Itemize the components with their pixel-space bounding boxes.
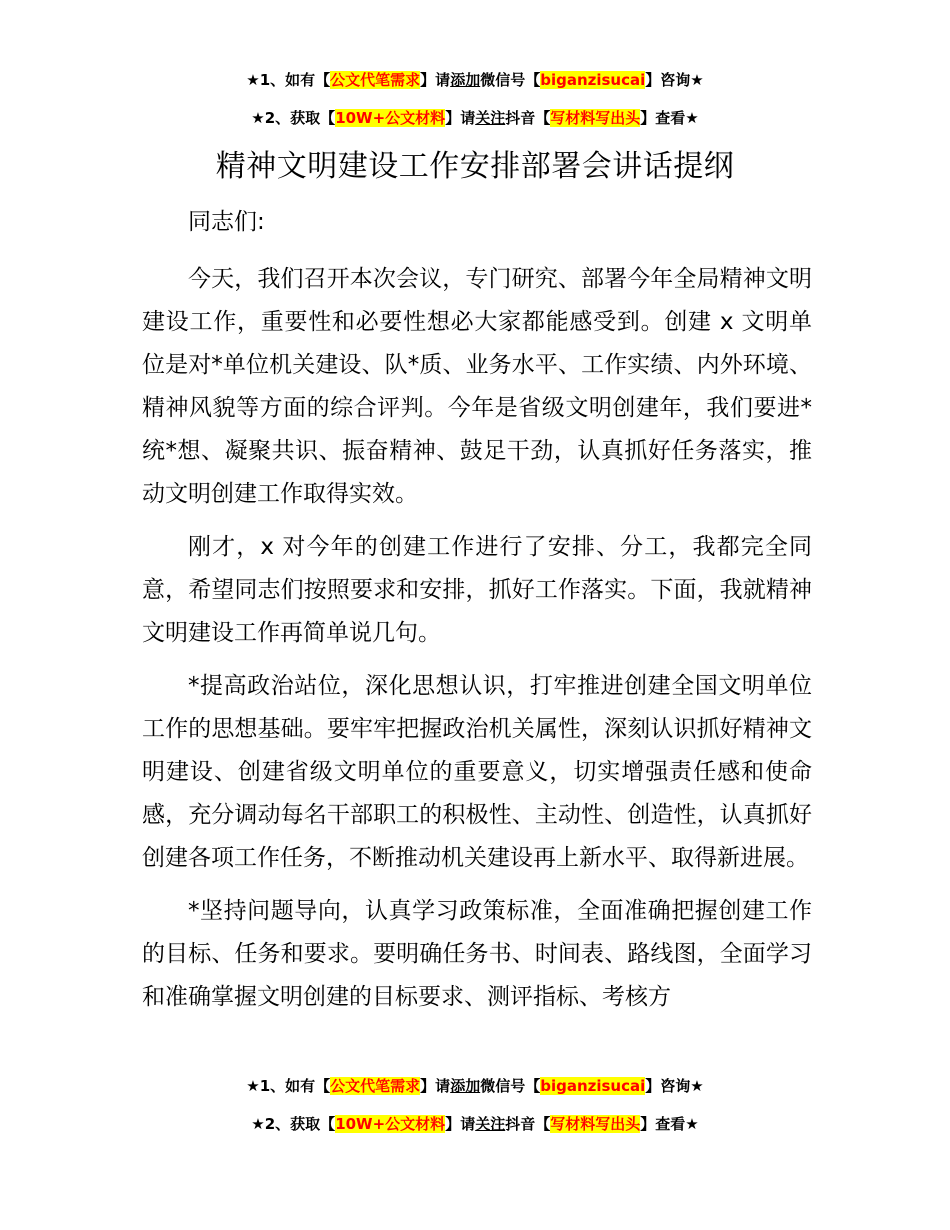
banner-text: ★2、获取【	[251, 1115, 336, 1133]
banner-text: 】请	[420, 1077, 451, 1095]
banner-underline: 关注	[475, 1115, 506, 1133]
banner-highlight: 10W+公文材料	[335, 109, 446, 127]
bottom-banner-line-2	[0, 1113, 950, 1135]
greeting: 同志们:	[188, 209, 265, 235]
banner-text: ★2、获取【	[251, 109, 336, 127]
banner-highlight-wechat: biganzisucai	[540, 1077, 646, 1095]
banner-text: 】请	[445, 109, 476, 127]
top-banner-line-2	[0, 107, 950, 129]
paragraph: 刚才，x 对今年的创建工作进行了安排、分工，我都完全同意，希望同志们按照要求和安排，抓好工作落实。下面，我就精神文明建设工作再简单说几句。	[142, 534, 812, 646]
banner-text: 】咨询★	[645, 71, 704, 89]
banner-underline: 关注	[475, 109, 506, 127]
banner-highlight: 公文代笔需求	[330, 1077, 421, 1095]
paragraph: *坚持问题导向，认真学习政策标准，全面准确把握创建工作的目标、任务和要求。要明确任务书、时间表、路线图，全面学习和准确掌握文明创建的目标要求、测评指标、考核方	[142, 898, 812, 1010]
banner-highlight: 10W+公文材料	[335, 1115, 446, 1133]
banner-highlight-douyin: 写材料写出头	[550, 1115, 641, 1133]
banner-text: 】查看★	[640, 1115, 699, 1133]
banner-text: 】咨询★	[645, 1077, 704, 1095]
banner-text: 】查看★	[640, 109, 699, 127]
paragraph: *提高政治站位，深化思想认识，打牢推进创建全国文明单位工作的思想基础。要牢牢把握政治机关属性，深刻认识抓好精神文明建设、创建省级文明单位的重要意义，切实增强责任感和使命感，充分调动每名干部职工的积极性、主动性、创造性，认真抓好创建各项工作任务，不断推动机关建设再上新水平、取得新进展。	[142, 673, 812, 871]
paragraph: 今天，我们召开本次会议，专门研究、部署今年全局精神文明建设工作，重要性和必要性想必大家都能感受到。创建 x 文明单位是对*单位机关建设、队*质、业务水平、工作实绩、内外环境、精神风貌等方面的综合评判。今年是省级文明创建年，我们要进*统*想、凝聚共识、振奋精神、鼓足干劲，认真抓好任务落实，推动文明创建工作取得实效。	[142, 266, 812, 507]
banner-underline: 添加	[450, 71, 481, 89]
banner-underline: 添加	[450, 1077, 481, 1095]
banner-text: 】请	[445, 1115, 476, 1133]
banner-text: 】请	[420, 71, 451, 89]
banner-highlight-douyin: 写材料写出头	[550, 109, 641, 127]
bottom-banner-line-1	[0, 1075, 950, 1097]
banner-highlight: 公文代笔需求	[330, 71, 421, 89]
banner-text: 抖音【	[505, 1115, 551, 1133]
banner-text: ★1、如有【	[246, 1077, 331, 1095]
banner-text: 抖音【	[505, 109, 551, 127]
banner-text: ★1、如有【	[246, 71, 331, 89]
top-banner-line-1	[0, 69, 950, 91]
banner-text: 微信号【	[480, 1077, 541, 1095]
banner-highlight-wechat: biganzisucai	[540, 71, 646, 89]
document-title: 精神文明建设工作安排部署会讲话提纲	[215, 149, 735, 184]
banner-text: 微信号【	[480, 71, 541, 89]
document-body	[142, 201, 812, 1029]
